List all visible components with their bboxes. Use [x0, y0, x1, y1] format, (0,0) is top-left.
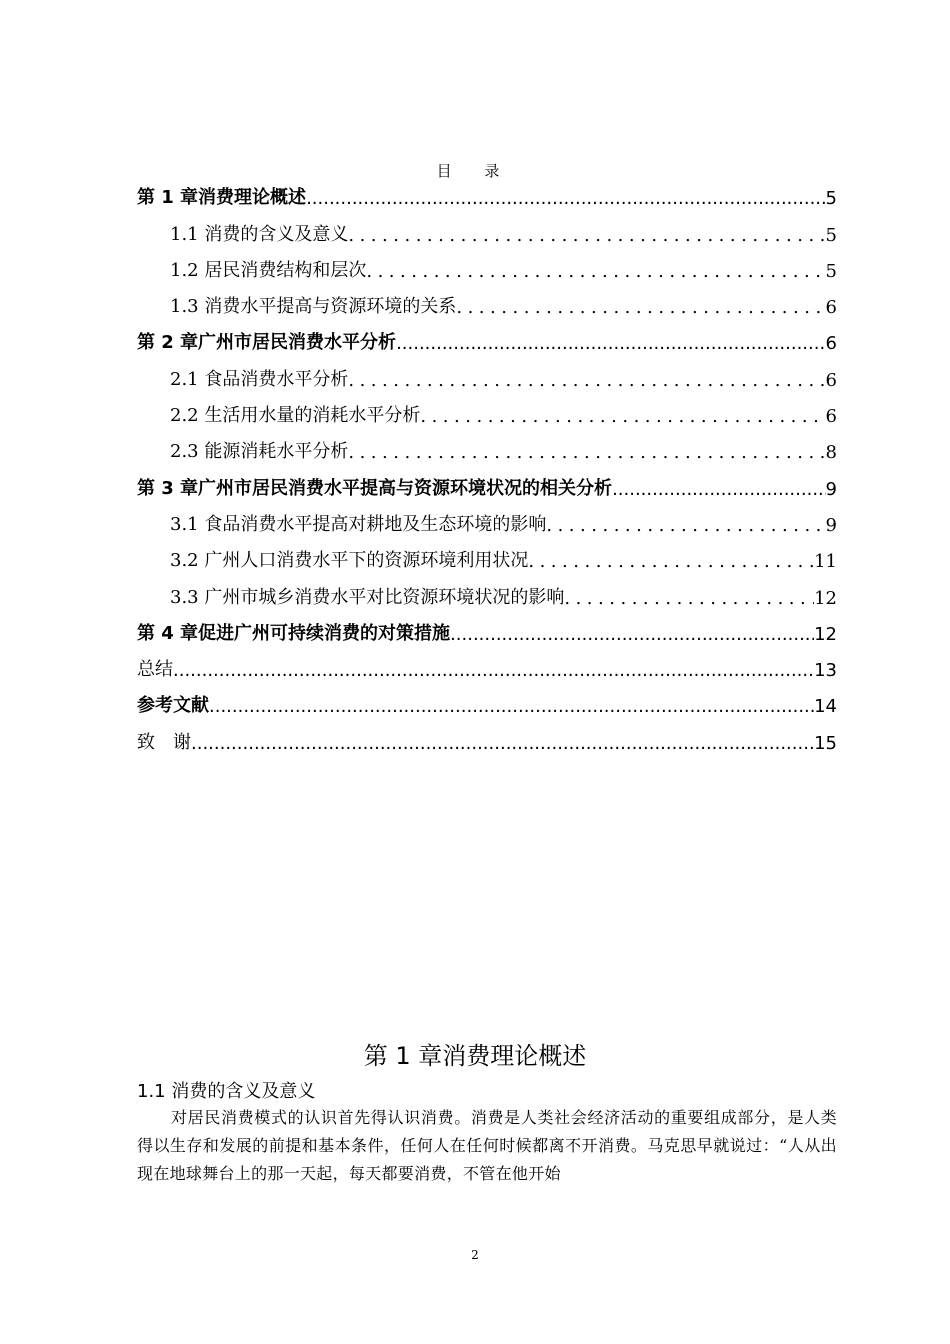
toc-entry-page: 15 [814, 732, 837, 754]
toc-entry-section-3-3[interactable] [137, 579, 837, 615]
toc-entry-label: 第 1 章消费理论概述 [137, 187, 307, 209]
toc-entry-chapter-2[interactable] [137, 325, 837, 361]
toc-entry-chapter-1[interactable] [137, 180, 837, 216]
toc-entry-section-1-3[interactable] [137, 289, 837, 325]
toc-leader-dots [348, 370, 825, 391]
toc-leader-dots [209, 696, 814, 717]
section-title: 1.1 消费的含义及意义 [137, 1081, 316, 1102]
toc-entry-label: 3.3 广州市城乡消费水平对比资源环境状况的影响 [170, 586, 565, 608]
toc-leader-dots [612, 479, 825, 500]
chapter-title: 第 1 章消费理论概述 [363, 1042, 587, 1070]
toc-entry-page: 5 [825, 224, 837, 246]
toc-leader-dots [420, 406, 825, 427]
toc-entry-page: 5 [825, 188, 837, 210]
toc-entry-section-1-2[interactable] [137, 253, 837, 289]
toc-entry-section-2-3[interactable] [137, 434, 837, 470]
toc-entry-label: 第 3 章广州市居民消费水平提高与资源环境状况的相关分析 [137, 477, 613, 499]
toc-entry-section-1-1[interactable] [137, 216, 837, 252]
toc-entry-label: 3.1 食品消费水平提高对耕地及生态环境的影响 [170, 513, 547, 535]
toc-entry-summary[interactable] [137, 652, 837, 688]
toc-leader-dots [366, 261, 825, 282]
toc-entry-page: 9 [825, 478, 837, 500]
toc-entry-label: 致 谢 [137, 731, 191, 753]
toc-entry-page: 12 [814, 623, 837, 645]
toc-leader-dots [348, 442, 825, 463]
toc-entry-page: 6 [825, 297, 837, 319]
toc-entry-label: 2.2 生活用水量的消耗水平分析 [170, 405, 421, 427]
toc-entry-label: 1.1 消费的含义及意义 [170, 223, 349, 245]
toc-entry-label: 第 2 章广州市居民消费水平分析 [137, 332, 397, 354]
toc-entry-label: 1.3 消费水平提高与资源环境的关系 [170, 296, 457, 318]
page-number: 2 [471, 1248, 479, 1262]
toc-leader-dots [173, 660, 814, 681]
toc-entry-page: 6 [825, 369, 837, 391]
toc-leader-dots [348, 225, 825, 246]
toc-entry-page: 9 [825, 514, 837, 536]
toc-entry-label: 总结 [137, 659, 173, 681]
toc-entry-page: 13 [814, 660, 837, 682]
table-of-contents [137, 180, 837, 761]
toc-entry-label: 2.3 能源消耗水平分析 [170, 441, 349, 463]
toc-entry-section-2-1[interactable] [137, 361, 837, 397]
toc-leader-dots [564, 588, 814, 609]
toc-leader-dots [306, 188, 825, 209]
toc-entry-page: 8 [825, 442, 837, 464]
toc-entry-page: 6 [825, 406, 837, 428]
toc-entry-page: 5 [825, 260, 837, 282]
toc-leader-dots [396, 333, 825, 354]
toc-entry-page: 6 [825, 333, 837, 355]
toc-entry-label: 1.2 居民消费结构和层次 [170, 259, 367, 281]
toc-leader-dots [191, 733, 814, 754]
toc-entry-references[interactable] [137, 688, 837, 724]
toc-entry-page: 11 [814, 551, 837, 573]
toc-leader-dots [546, 515, 825, 536]
toc-entry-label: 2.1 食品消费水平分析 [170, 368, 349, 390]
toc-leader-dots [456, 297, 825, 318]
toc-entry-section-3-1[interactable] [137, 507, 837, 543]
toc-entry-label: 3.2 广州人口消费水平下的资源环境利用状况 [170, 550, 529, 572]
toc-entry-chapter-4[interactable] [137, 616, 837, 652]
toc-leader-dots [450, 624, 814, 645]
toc-entry-acknowledgements[interactable] [137, 724, 837, 760]
toc-leader-dots [528, 551, 814, 572]
toc-entry-label: 参考文献 [137, 695, 209, 717]
toc-entry-chapter-3[interactable] [137, 470, 837, 506]
body-paragraph: 对居民消费模式的认识首先得认识消费。消费是人类社会经济活动的重要组成部分，是人类得以生存和发展的前提和基本条件，任何人在任何时候都离不开消费。马克思早就说过：“人从出现在地球舞台上的那一天起，每天都要消费，不管在他开始 [137, 1108, 837, 1183]
toc-entry-section-3-2[interactable] [137, 543, 837, 579]
toc-entry-section-2-2[interactable] [137, 398, 837, 434]
toc-title: 目 录 [436, 162, 514, 180]
toc-entry-label: 第 4 章促进广州可持续消费的对策措施 [137, 622, 451, 644]
toc-entry-page: 14 [814, 696, 837, 718]
toc-entry-page: 12 [814, 587, 837, 609]
